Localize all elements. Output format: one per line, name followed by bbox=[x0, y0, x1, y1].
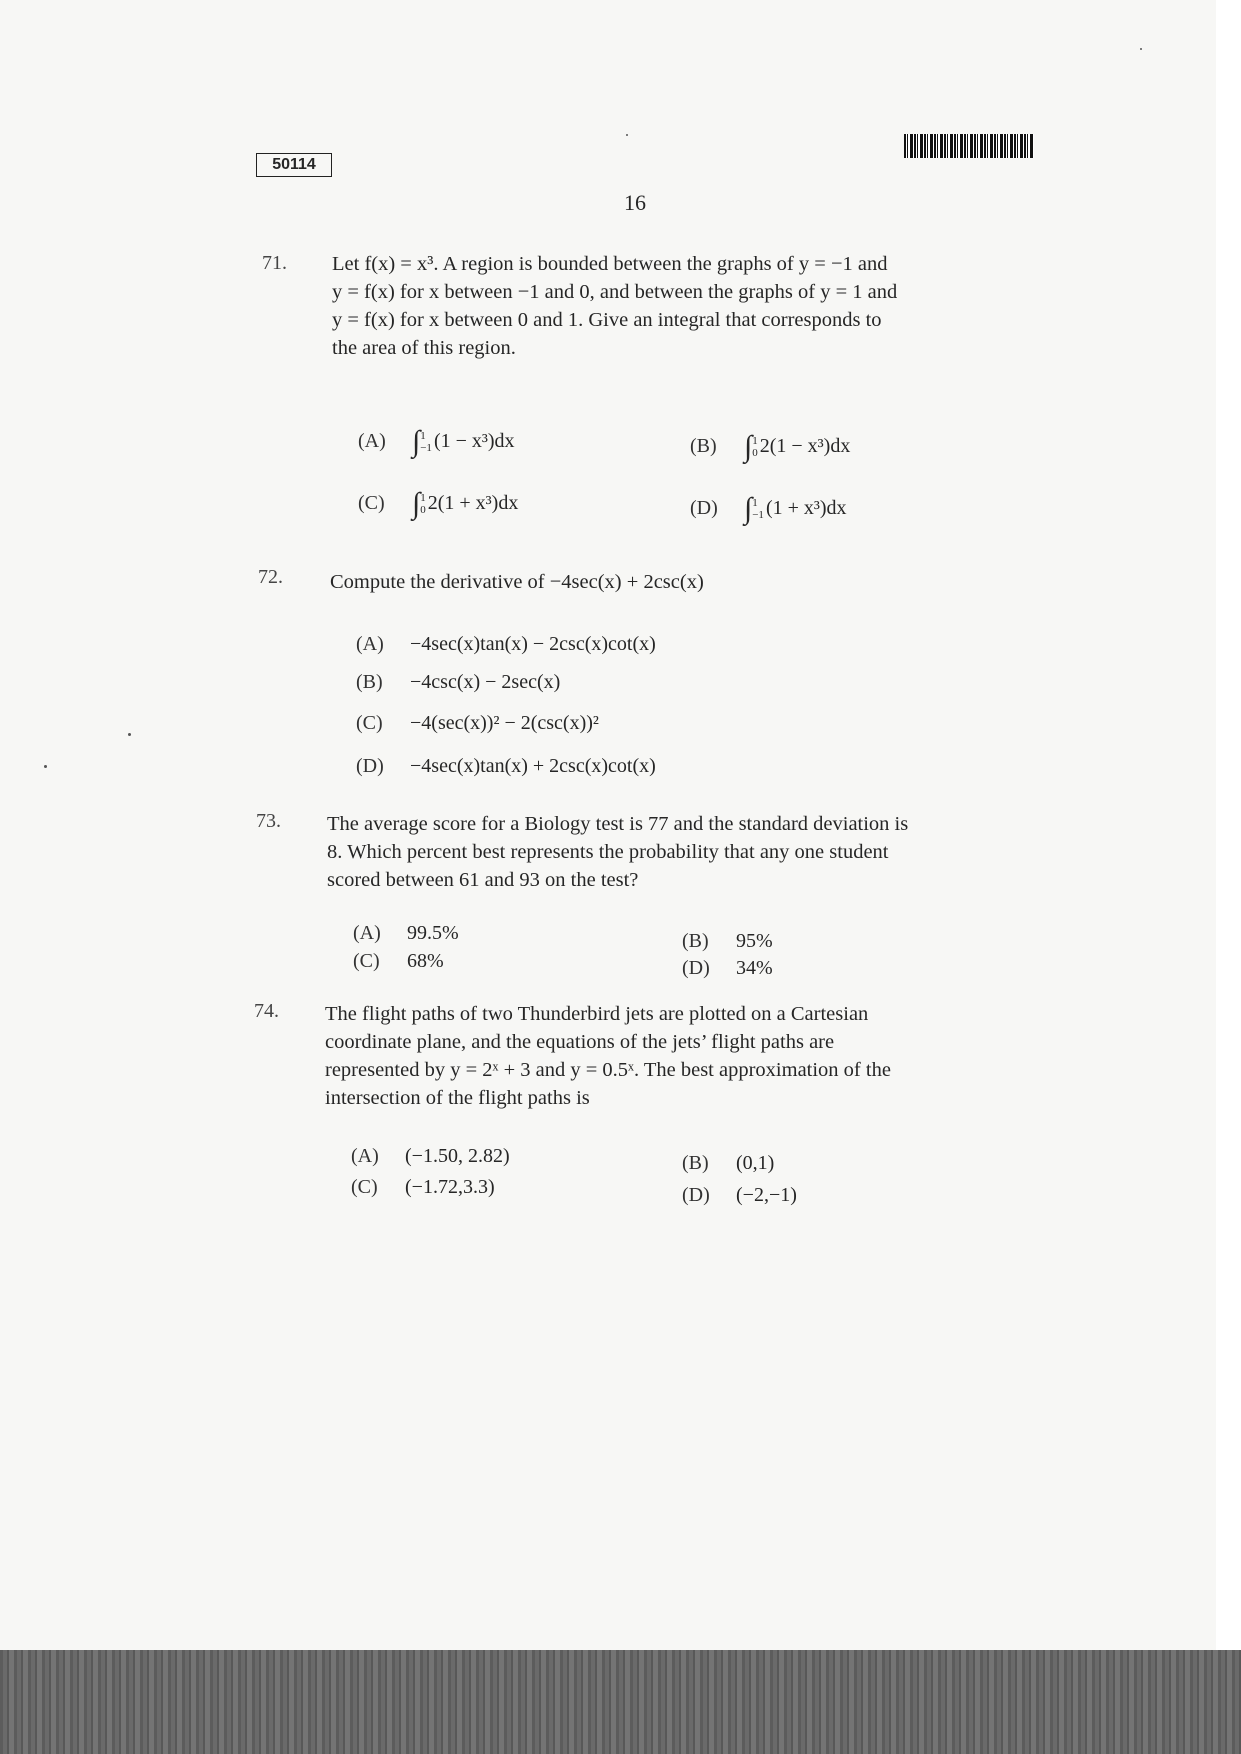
scan-speck bbox=[1140, 48, 1142, 50]
option-b: (B) −4csc(x) − 2sec(x) bbox=[356, 671, 561, 693]
option-expr: (1 − x³)dx bbox=[433, 430, 515, 452]
option-c: (C) 68% bbox=[353, 950, 444, 972]
option-b: (B) 95% bbox=[682, 930, 773, 952]
scan-speck bbox=[626, 134, 628, 136]
option-expr: 2(1 + x³)dx bbox=[427, 492, 519, 514]
option-d: (D) 34% bbox=[682, 957, 773, 979]
option-a: (A) 99.5% bbox=[353, 922, 459, 944]
barcode bbox=[904, 134, 1034, 158]
paper-code: 50114 bbox=[256, 153, 332, 177]
option-c: (C) −4(sec(x))² − 2(csc(x))² bbox=[356, 712, 599, 734]
question-text: Compute the derivative of −4sec(x) + 2csc(x) bbox=[330, 571, 704, 593]
option-expr: (1 + x³)dx bbox=[765, 497, 847, 519]
option-c: (C) (−1.72,3.3) bbox=[351, 1176, 495, 1198]
question-number: 72. bbox=[258, 566, 283, 588]
question-line: Let f(x) = x³. A region is bounded between the graphs of y = −1 and bbox=[332, 253, 888, 275]
option-c: (C) ∫1 0 2(1 + x³)dx bbox=[358, 487, 519, 520]
question-line: intersection of the flight paths is bbox=[325, 1087, 590, 1109]
question-line: the area of this region. bbox=[332, 337, 516, 359]
option-d: (D) −4sec(x)tan(x) + 2csc(x)cot(x) bbox=[356, 755, 656, 777]
option-a: (A) −4sec(x)tan(x) − 2csc(x)cot(x) bbox=[356, 633, 656, 655]
scanner-background bbox=[0, 1650, 1241, 1754]
question-line: The average score for a Biology test is 77 and the standard deviation is bbox=[327, 813, 909, 835]
question-number: 74. bbox=[254, 1000, 279, 1022]
page-number: 16 bbox=[624, 190, 646, 215]
scan-speck bbox=[128, 733, 131, 736]
question-line: scored between 61 and 93 on the test? bbox=[327, 869, 639, 891]
question-line: y = f(x) for x between 0 and 1. Give an integral that corresponds to bbox=[332, 309, 882, 331]
question-number: 71. bbox=[262, 252, 287, 274]
question-line: 8. Which percent best represents the probability that any one student bbox=[327, 841, 889, 863]
scan-speck bbox=[44, 765, 47, 768]
question-line: represented by y = 2ˣ + 3 and y = 0.5ˣ. The best approximation of the bbox=[325, 1059, 891, 1081]
question-text bbox=[325, 1000, 997, 1112]
option-a: (A) (−1.50, 2.82) bbox=[351, 1145, 510, 1167]
question-number: 73. bbox=[256, 810, 281, 832]
option-d: (D) ∫1 −1 (1 + x³)dx bbox=[690, 492, 847, 525]
question-line: coordinate plane, and the equations of the jets’ flight paths are bbox=[325, 1031, 835, 1053]
option-a: (A) ∫1 −1 (1 − x³)dx bbox=[358, 425, 515, 458]
option-b: (B) ∫1 0 2(1 − x³)dx bbox=[690, 430, 851, 463]
question-text bbox=[332, 250, 1004, 362]
option-d: (D) (−2,−1) bbox=[682, 1184, 797, 1206]
option-b: (B) (0,1) bbox=[682, 1152, 775, 1174]
question-line: The flight paths of two Thunderbird jets are plotted on a Cartesian bbox=[325, 1003, 869, 1025]
page-edge bbox=[1216, 0, 1241, 1650]
question-line: y = f(x) for x between −1 and 0, and between the graphs of y = 1 and bbox=[332, 281, 898, 303]
option-expr: 2(1 − x³)dx bbox=[759, 435, 851, 457]
question-text bbox=[327, 810, 999, 894]
